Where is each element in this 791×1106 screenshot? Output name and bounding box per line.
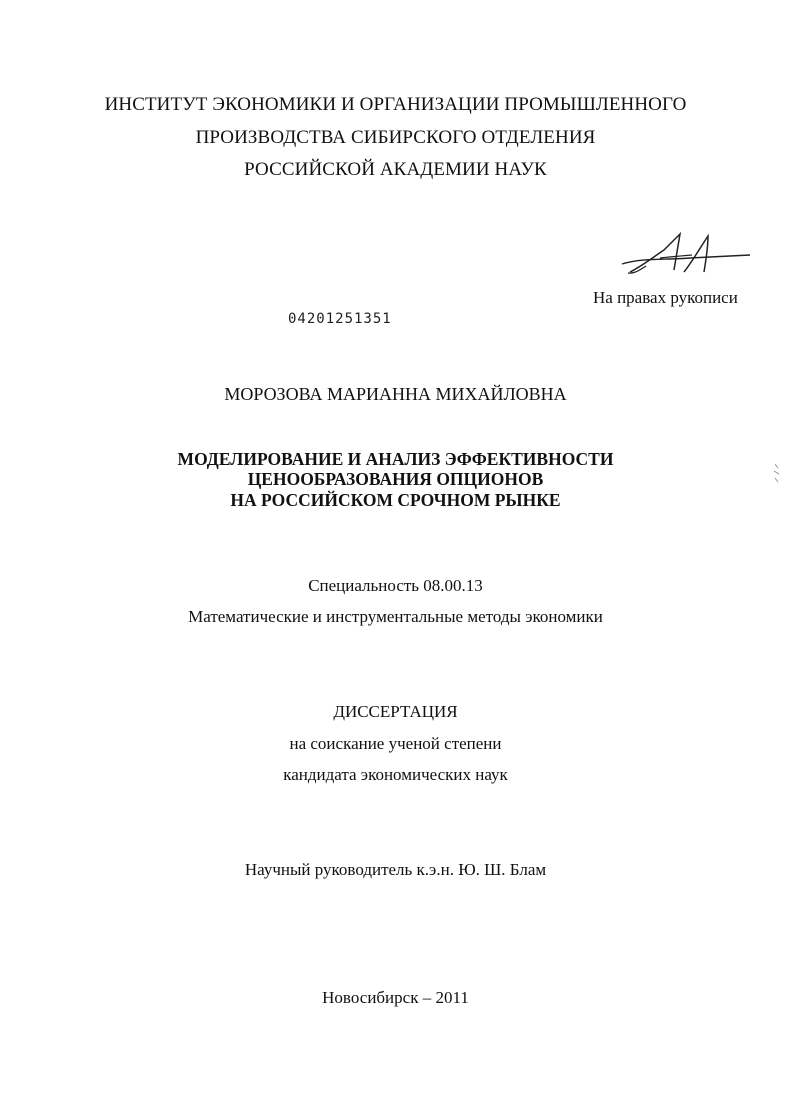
title-line-3: НА РОССИЙСКОМ СРОЧНОМ РЫНКЕ xyxy=(230,490,561,510)
institute-line-1: ИНСТИТУТ ЭКОНОМИКИ И ОРГАНИЗАЦИИ ПРОМЫШЛЕННОГО xyxy=(104,94,687,115)
degree-line-1: на соискание ученой степени xyxy=(289,734,502,753)
specialty-code: Специальность 08.00.13 xyxy=(308,576,483,595)
title-line-2: ЦЕНООБРАЗОВАНИЯ ОПЦИОНОВ xyxy=(247,469,544,489)
supervisor-line: Научный руководитель к.э.н. Ю. Ш. Блам xyxy=(244,860,547,879)
margin-mark-icon xyxy=(772,462,782,484)
specialty-name: Математические и инструментальные методы экономики xyxy=(188,607,603,626)
title-line-1: МОДЕЛИРОВАНИЕ И АНАЛИЗ ЭФФЕКТИВНОСТИ xyxy=(177,449,614,469)
dissertation-label: ДИССЕРТАЦИЯ xyxy=(333,702,458,721)
manuscript-rights-label: На правах рукописи xyxy=(593,288,738,307)
author-name: МОРОЗОВА МАРИАННА МИХАЙЛОВНА xyxy=(224,384,567,404)
registration-code: 04201251351 xyxy=(288,311,392,327)
signature-icon xyxy=(620,228,755,280)
institute-line-2: ПРОИЗВОДСТВА СИБИРСКОГО ОТДЕЛЕНИЯ xyxy=(195,127,596,148)
institute-line-3: РОССИЙСКОЙ АКАДЕМИИ НАУК xyxy=(244,159,547,180)
degree-line-2: кандидата экономических наук xyxy=(283,765,508,784)
place-year: Новосибирск – 2011 xyxy=(322,988,469,1007)
